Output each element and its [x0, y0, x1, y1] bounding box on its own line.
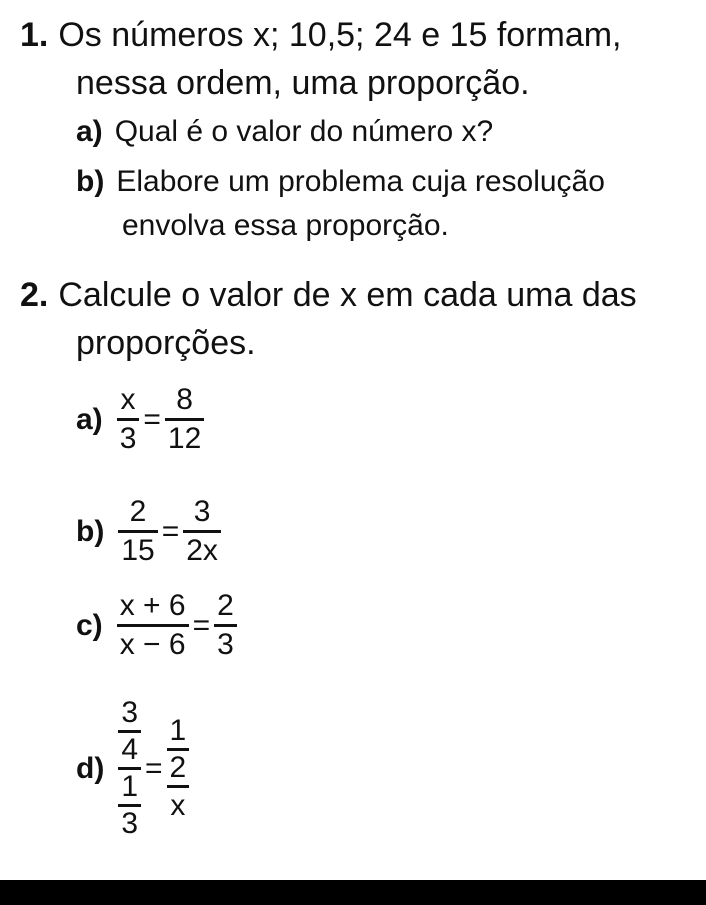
question-2-number: 2.	[20, 276, 49, 314]
question-2-text: Calcule o valor de x em cada uma das	[58, 276, 637, 314]
denominator: 4	[121, 733, 139, 766]
question-1b-text-1: Elabore um problema cuja resolução	[116, 165, 605, 198]
denominator: 3	[119, 422, 137, 455]
equation-c-lhs	[117, 588, 189, 663]
equation-b	[76, 494, 221, 569]
equals-sign: =	[143, 402, 161, 436]
denominator: 3	[217, 628, 234, 661]
denominator: 3	[121, 807, 139, 840]
question-1-text: Os números x; 10,5; 24 e 15 formam,	[58, 16, 622, 54]
numerator: 3	[121, 696, 139, 729]
equation-c-label: c)	[76, 608, 103, 642]
bottom-black-bar	[0, 880, 706, 905]
question-2-line-1	[20, 272, 637, 318]
question-1b	[76, 162, 605, 202]
numerator: 8	[176, 383, 193, 416]
question-1-line-1	[20, 12, 622, 58]
equation-a-rhs	[165, 382, 204, 457]
question-1a-label: a)	[76, 115, 103, 148]
numerator: x	[120, 383, 136, 416]
equation-d-rhs	[167, 714, 190, 824]
numerator: 2	[129, 495, 147, 528]
equation-b-lhs	[118, 494, 157, 569]
question-2-line-2: proporções.	[76, 324, 256, 362]
equation-d-rhs-top	[167, 714, 190, 785]
equation-c	[76, 588, 237, 663]
equals-sign: =	[145, 751, 163, 785]
denominator: x	[170, 788, 186, 822]
numerator: 1	[121, 770, 139, 803]
equation-b-label: b)	[76, 514, 105, 548]
numerator: x + 6	[119, 589, 186, 622]
question-1-number: 1.	[20, 16, 49, 54]
numerator: 2	[217, 589, 234, 622]
equation-a-lhs	[117, 382, 140, 457]
question-1-line-2: nessa ordem, uma proporção.	[76, 64, 530, 102]
equation-d-lhs-top	[118, 696, 141, 767]
equation-a-label: a)	[76, 402, 103, 436]
numerator: 1	[169, 713, 187, 747]
equation-a	[76, 382, 204, 457]
denominator: x − 6	[119, 628, 186, 661]
denominator: 12	[167, 422, 202, 455]
question-1b-label: b)	[76, 165, 105, 198]
denominator: 15	[121, 534, 155, 567]
equals-sign: =	[192, 608, 211, 642]
denominator: 2	[169, 750, 187, 784]
equation-c-rhs	[214, 588, 237, 663]
question-1a	[76, 112, 493, 152]
equals-sign: =	[161, 514, 180, 548]
denominator: 2x	[186, 534, 218, 567]
question-1a-text: Qual é o valor do número x?	[114, 115, 494, 148]
equation-d	[76, 696, 189, 841]
equation-d-label: d)	[76, 751, 105, 785]
equation-b-rhs	[183, 494, 221, 569]
question-1b-text-2: envolva essa proporção.	[122, 209, 449, 242]
equation-d-lhs	[118, 696, 141, 841]
numerator: 3	[193, 495, 211, 528]
equation-d-lhs-bottom	[118, 770, 141, 841]
